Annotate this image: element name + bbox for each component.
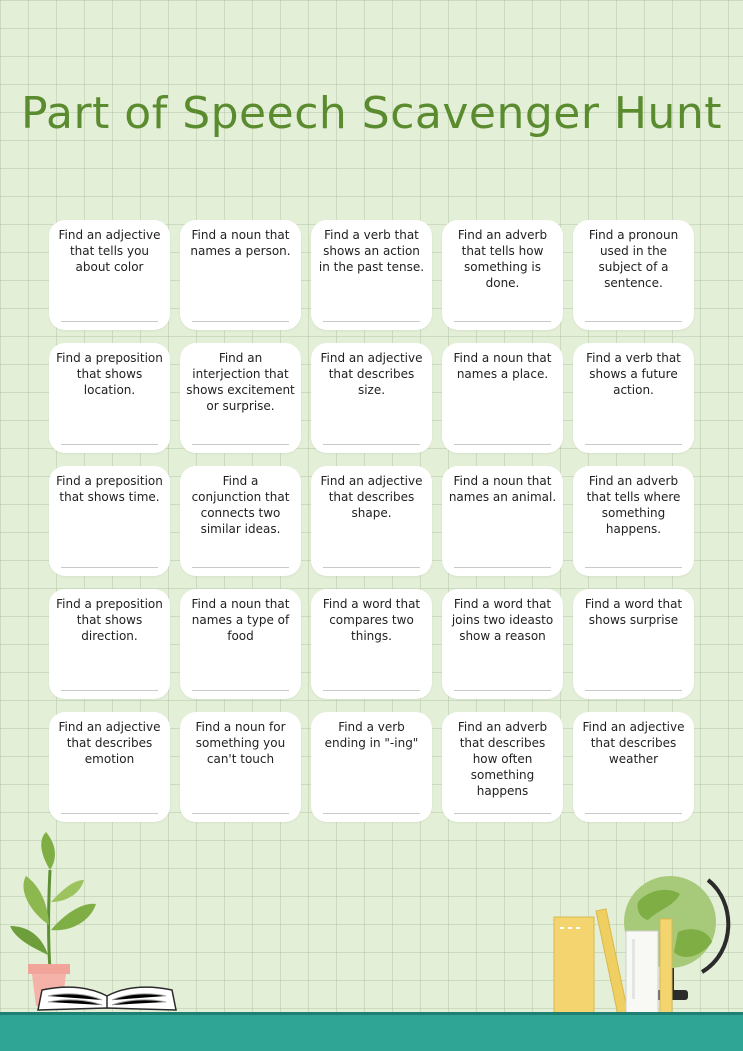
card-text: Find a conjunction that connects two similar ideas. — [191, 474, 290, 536]
card-19 — [442, 589, 563, 699]
card-18 — [311, 589, 432, 699]
card-4 — [442, 220, 563, 330]
books-icon — [552, 905, 682, 1017]
answer-line — [61, 690, 158, 691]
card-text: Find a noun that names a person. — [190, 228, 291, 258]
card-text: Find a noun that names a type of food — [191, 597, 290, 643]
card-1 — [49, 220, 170, 330]
card-text: Find a verb that shows a future action. — [586, 351, 681, 397]
card-21 — [49, 712, 170, 822]
card-15 — [573, 466, 694, 576]
answer-line — [61, 813, 158, 814]
card-17 — [180, 589, 301, 699]
answer-line — [454, 321, 551, 322]
card-text: Find an adverb that describes how often something happens — [457, 720, 548, 798]
card-23 — [311, 712, 432, 822]
answer-line — [585, 321, 682, 322]
answer-line — [323, 444, 420, 445]
card-24 — [442, 712, 563, 822]
card-text: Find an interjection that shows excitement or surprise. — [186, 351, 295, 413]
answer-line — [323, 813, 420, 814]
card-text: Find a word that compares two things. — [322, 597, 421, 643]
answer-line — [454, 690, 551, 691]
card-13 — [311, 466, 432, 576]
open-book-icon — [32, 980, 182, 1016]
card-text: Find a noun for something you can't touch — [195, 720, 286, 766]
card-12 — [180, 466, 301, 576]
card-25 — [573, 712, 694, 822]
card-text: Find an adjective that describes emotion — [58, 720, 161, 766]
answer-line — [323, 321, 420, 322]
card-20 — [573, 589, 694, 699]
answer-line — [192, 444, 289, 445]
card-10 — [573, 343, 694, 453]
card-8 — [311, 343, 432, 453]
answer-line — [585, 690, 682, 691]
card-9 — [442, 343, 563, 453]
card-text: Find an adjective that describes shape. — [320, 474, 423, 520]
page-title: Part of Speech Scavenger Hunt — [20, 88, 723, 139]
card-text: Find an adjective that describes size. — [320, 351, 423, 397]
card-16 — [49, 589, 170, 699]
answer-line — [585, 567, 682, 568]
card-text: Find a verb ending in "-ing" — [324, 720, 419, 750]
answer-line — [454, 567, 551, 568]
card-text: Find an adverb that tells where something happens. — [586, 474, 681, 536]
card-text: Find an adjective that tells you about color — [58, 228, 161, 274]
card-text: Find a preposition that shows location. — [56, 351, 163, 397]
answer-line — [61, 567, 158, 568]
answer-line — [192, 813, 289, 814]
answer-line — [192, 567, 289, 568]
scavenger-grid — [49, 220, 694, 822]
answer-line — [192, 690, 289, 691]
card-11 — [49, 466, 170, 576]
card-text: Find a pronoun used in the subject of a sentence. — [588, 228, 679, 290]
answer-line — [454, 813, 551, 814]
answer-line — [61, 444, 158, 445]
card-text: Find an adjective that describes weather — [582, 720, 685, 766]
card-5 — [573, 220, 694, 330]
card-text: Find a noun that names an animal. — [448, 474, 557, 504]
card-text: Find a word that shows surprise — [584, 597, 683, 627]
answer-line — [192, 321, 289, 322]
card-6 — [49, 343, 170, 453]
answer-line — [323, 567, 420, 568]
card-14 — [442, 466, 563, 576]
card-22 — [180, 712, 301, 822]
floor — [0, 1015, 743, 1051]
card-text: Find a noun that names a place. — [453, 351, 552, 381]
card-2 — [180, 220, 301, 330]
answer-line — [61, 321, 158, 322]
card-text: Find a verb that shows an action in the past tense. — [318, 228, 425, 274]
answer-line — [585, 444, 682, 445]
answer-line — [454, 444, 551, 445]
answer-line — [585, 813, 682, 814]
answer-line — [323, 690, 420, 691]
card-3 — [311, 220, 432, 330]
card-text: Find a word that joins two ideasto show a reason — [451, 597, 554, 643]
card-text: Find a preposition that shows direction. — [56, 597, 163, 643]
card-text: Find a preposition that shows time. — [56, 474, 163, 504]
card-7 — [180, 343, 301, 453]
card-text: Find an adverb that tells how something is done. — [457, 228, 548, 290]
